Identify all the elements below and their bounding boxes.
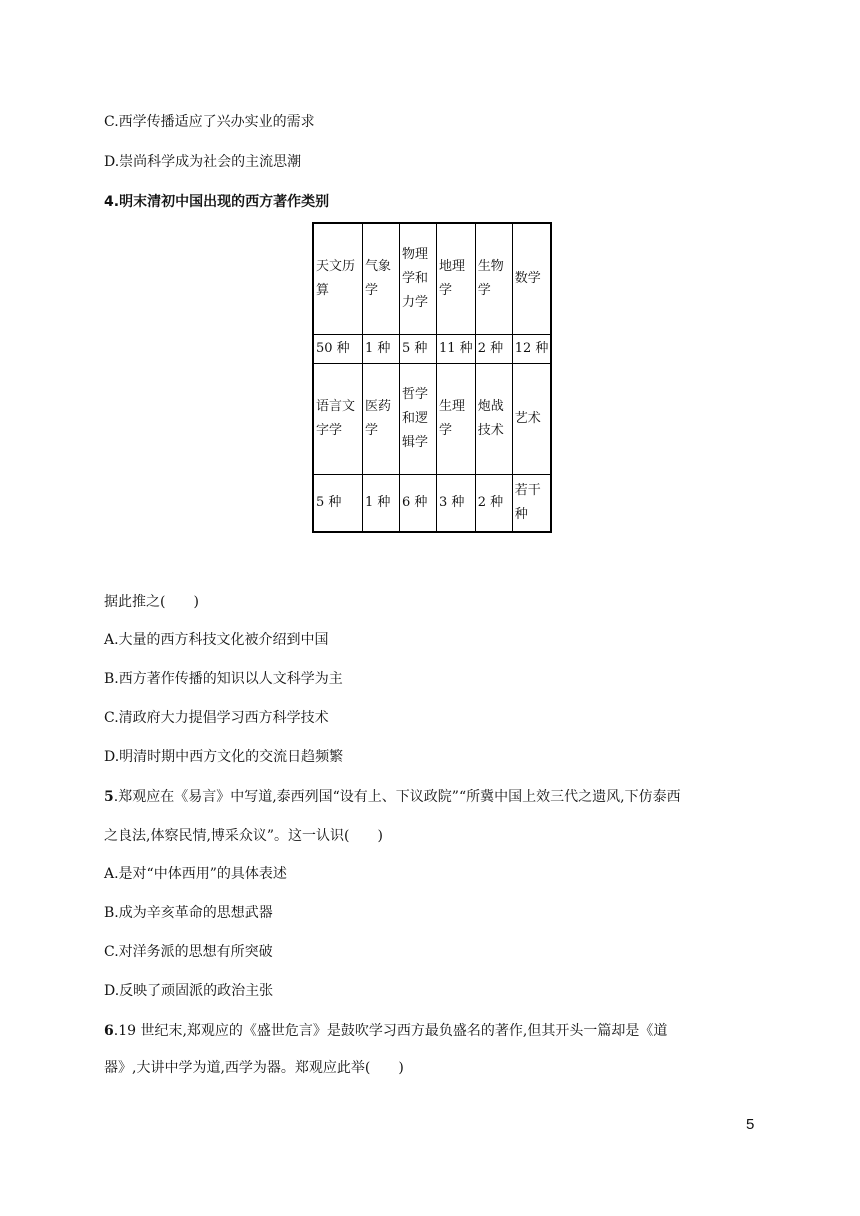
table-cell: 生理学 <box>437 364 476 475</box>
table-cell: 语言文字学 <box>313 364 363 475</box>
table-cell: 艺术 <box>512 364 551 475</box>
table-cell: 炮战技术 <box>475 364 512 475</box>
question-number: 6 <box>104 1023 114 1039</box>
table-cell: 物理学和力学 <box>400 223 437 335</box>
q4-option-b: B.西方著作传播的知识以人文科学为主 <box>104 671 343 687</box>
table-cell: 5 种 <box>400 335 437 364</box>
table-cell: 若干种 <box>512 475 551 533</box>
table-cell: 天文历算 <box>313 223 363 335</box>
question-4-stem <box>104 192 329 212</box>
table-cell: 6 种 <box>400 475 437 533</box>
q5-option-a: A.是对“中体西用”的具体表述 <box>104 866 287 882</box>
table-cell: 3 种 <box>437 475 476 533</box>
question-6-line2: 器》,大讲中学为道,西学为器。郑观应此举( ) <box>104 1060 404 1076</box>
table-row <box>313 335 551 364</box>
table-cell: 哲学和逻辑学 <box>400 364 437 475</box>
table-cell: 1 种 <box>363 335 400 364</box>
q4-option-c: C.清政府大力提倡学习西方科学技术 <box>104 710 329 726</box>
question-number: 4 <box>104 194 114 210</box>
q3-option-c: C.西学传播适应了兴办实业的需求 <box>104 114 315 130</box>
table-row <box>313 364 551 475</box>
table-cell: 2 种 <box>475 475 512 533</box>
table-cell: 生物学 <box>475 223 512 335</box>
question-4-prompt: 据此推之( ) <box>104 594 199 610</box>
question-5-line2: 之良法,体察民情,博采众议”。这一认识( ) <box>104 828 383 844</box>
table-cell: 5 种 <box>313 475 363 533</box>
q4-option-d: D.明清时期中西方文化的交流日趋频繁 <box>104 749 344 765</box>
q5-option-c: C.对洋务派的思想有所突破 <box>104 944 273 960</box>
question-5-stem <box>104 787 681 807</box>
q4-option-a: A.大量的西方科技文化被介绍到中国 <box>104 632 329 648</box>
table-cell: 地理学 <box>437 223 476 335</box>
question-4-title: .明末清初中国出现的西方著作类别 <box>113 194 330 210</box>
q5-option-d: D.反映了顽固派的政治主张 <box>104 983 274 999</box>
question-6-stem <box>104 1021 667 1041</box>
table-cell: 医药学 <box>363 364 400 475</box>
table-cell: 12 种 <box>512 335 551 364</box>
q3-option-d: D.崇尚科学成为社会的主流思潮 <box>104 154 302 170</box>
question-6-line1: .19 世纪末,郑观应的《盛世危言》是鼓吹学习西方最负盛名的著作,但其开头一篇却是《道 <box>113 1023 668 1039</box>
table-cell: 1 种 <box>363 475 400 533</box>
question-number: 5 <box>104 789 114 805</box>
q5-option-b: B.成为辛亥革命的思想武器 <box>104 905 273 921</box>
table-cell: 气象学 <box>363 223 400 335</box>
table-cell: 2 种 <box>475 335 512 364</box>
table-row <box>313 475 551 533</box>
table-cell: 11 种 <box>437 335 476 364</box>
western-works-table <box>312 222 552 533</box>
table-cell: 50 种 <box>313 335 363 364</box>
table-row <box>313 223 551 335</box>
page-number: 5 <box>746 1116 755 1133</box>
question-5-line1: .郑观应在《易言》中写道,泰西列国“设有上、下议政院”“所冀中国上效三代之遗风,下仿泰西 <box>113 789 681 805</box>
table-cell: 数学 <box>512 223 551 335</box>
